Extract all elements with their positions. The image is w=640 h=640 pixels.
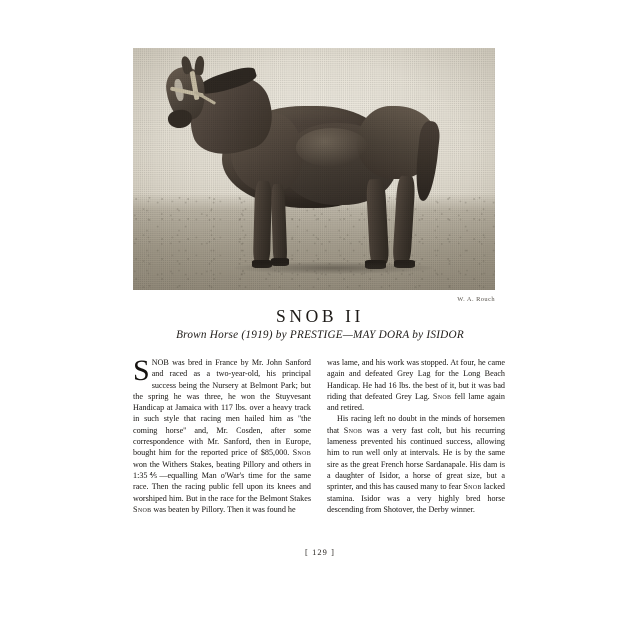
horse-photograph [133, 48, 495, 290]
text-column-right [327, 357, 505, 515]
small-caps-name: Snob [343, 425, 363, 435]
small-caps-name: Snob [463, 482, 482, 492]
small-caps-name: Snob [432, 391, 452, 401]
horse-muzzle [168, 109, 193, 129]
horse-hindleg-off [393, 176, 416, 264]
horse-flank-highlight [296, 128, 368, 167]
pedigree-subtitle: Brown Horse (1919) by PRESTIGE—MAY DORA by ISIDOR [176, 329, 464, 341]
horse-ear-right [194, 55, 205, 75]
horse-foreleg-near [253, 181, 272, 264]
paragraph: was lame, and his work was stopped. At four, he came again and defeated Grey Lag for the Long Beach Handicap. He had 16 lbs. the best of it, but it was bad riding that defeated Grey Lag. Snob fell lame again and retired. [327, 358, 505, 413]
page-title: SNOB II [276, 306, 364, 326]
paragraph: NOB was bred in France by Mr. John Sanford and raced as a two-year-old, his principal success being the Nursery at Belmont Park; but the spring he was three, he won the Stuyvesant Handicap at Jamaica with 117 lbs. over a heavy track in such style that racing men hailed him as ''the coming horse'' and, Mr. Cosden, after some correspondence with Mr. Sanford, then in Europe, bought him for the reported price of $85,000. Snob won the Withers Stakes, beating Pillory and others in 1:35⅘—equalling Man o'War's time for the same race. Then the racing public fell upon its knees and worshiped him. But in the race for the Belmont Stakes Snob was beaten by Pillory. Then it was found he [133, 358, 311, 514]
body-text [133, 354, 506, 515]
photographer-credit: W. A. Rouch [457, 296, 495, 303]
drop-cap: S [133, 354, 150, 387]
small-caps-name: Snob [133, 504, 152, 514]
horse-cast-shadow [234, 262, 433, 274]
text-column-left [133, 354, 311, 515]
paragraph: His racing left no doubt in the minds of horsemen that Snob was a very fast colt, but his recurring lameness prevented his continued success, allowing him to run well only at intervals. He is by the same sire as the great French horse Sardanapale. His dam is a daughter of Isidor, a horse of great size, but a sprinter, and this has caused many to fear Snob lacked stamina. Isidor was a very highly bred horse descending from Shotover, the Derby winner. [327, 414, 506, 514]
horse-hindleg-near [366, 178, 389, 264]
page-number: [ 129 ] [304, 548, 336, 557]
photograph-image [133, 48, 495, 290]
horse-figure [133, 48, 495, 290]
small-caps-name: Snob [292, 448, 311, 458]
